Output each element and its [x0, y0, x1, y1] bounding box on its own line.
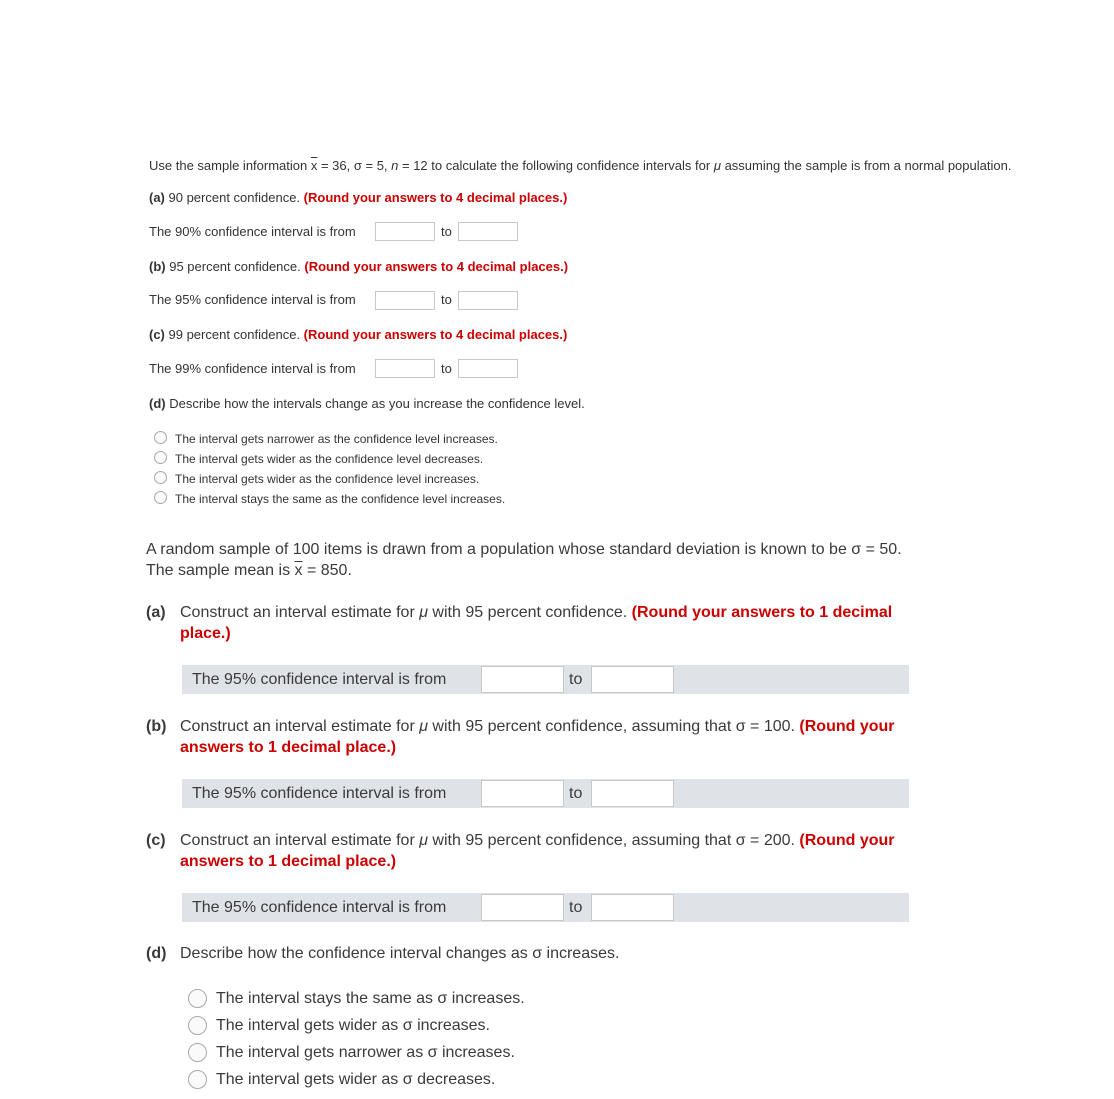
option-label: The interval gets wider as σ decreases.: [216, 1071, 496, 1088]
interval-from-input[interactable]: [375, 222, 435, 241]
n-symbol: n: [391, 158, 399, 173]
intro-text: assuming the sample is from a normal population.: [720, 158, 1012, 173]
radio-option-2[interactable]: [154, 451, 167, 464]
part-d-heading: [149, 396, 585, 412]
to-label: to: [569, 671, 583, 688]
rounding-note: (Round your: [799, 832, 895, 849]
part-text: 90 percent confidence.: [164, 190, 304, 205]
radio-option-3[interactable]: [154, 471, 167, 484]
part-label: (b): [149, 259, 166, 274]
interval-from-input[interactable]: [375, 291, 435, 310]
option-label: The interval gets narrower as σ increases.: [216, 1044, 515, 1061]
option-label: The interval gets wider as the confidence level decreases.: [175, 452, 484, 466]
interval-to-input[interactable]: [458, 222, 518, 241]
option-label: The interval stays the same as σ increases.: [216, 990, 525, 1007]
intro-text: = 850.: [302, 562, 352, 579]
problem-2-intro-mean: [146, 561, 352, 581]
to-label: to: [441, 361, 452, 376]
part-a-question: [180, 603, 892, 623]
rounding-note: place.): [180, 625, 231, 642]
intro-text: = 12 to calculate the following confidence intervals for: [398, 158, 714, 173]
part-b-question: [180, 717, 895, 737]
rounding-note: answers to 1 decimal place.): [180, 739, 397, 756]
interval-to-input[interactable]: [458, 359, 518, 378]
mu-symbol: μ: [419, 604, 428, 621]
rounding-note: (Round your answers to 4 decimal places.): [303, 327, 568, 342]
rounding-note: answers to 1 decimal place.): [180, 853, 397, 870]
part-text: Construct an interval estimate for: [180, 832, 420, 849]
part-text: with 95 percent confidence.: [427, 604, 632, 621]
part-label: (c): [146, 832, 166, 849]
part-a-heading: [149, 190, 567, 206]
to-label: to: [569, 785, 583, 802]
part-text: with 95 percent confidence, assuming that σ = 200.: [427, 832, 800, 849]
xbar-symbol: $\overline{x}$: [310, 158, 318, 173]
part-text: 99 percent confidence.: [164, 327, 304, 342]
mu-symbol: μ: [419, 832, 428, 849]
part-label: (a): [149, 190, 165, 205]
interval-from-input[interactable]: [481, 780, 564, 807]
part-text: Construct an interval estimate for: [180, 604, 420, 621]
part-label: (d): [146, 945, 167, 962]
option-label: The interval gets wider as the confidence level increases.: [175, 472, 480, 486]
radio-option-2[interactable]: [188, 1016, 207, 1035]
option-label: The interval stays the same as the confidence level increases.: [175, 492, 506, 506]
part-text: Describe how the confidence interval changes as σ increases.: [180, 945, 620, 962]
intro-text: The sample mean is: [146, 562, 295, 579]
radio-option-1[interactable]: [154, 431, 167, 444]
problem-2-intro: A random sample of 100 items is drawn from a population whose standard deviation is known to be σ = 50.: [146, 541, 902, 558]
interval-to-input[interactable]: [591, 666, 674, 693]
interval-row-label: The 95% confidence interval is from: [192, 785, 447, 802]
interval-to-input[interactable]: [591, 894, 674, 921]
part-text: Construct an interval estimate for: [180, 718, 420, 735]
mu-symbol: μ: [713, 158, 721, 173]
option-label: The interval gets wider as σ increases.: [216, 1017, 490, 1034]
problem-1-intro: [149, 158, 1011, 174]
part-label: (b): [146, 718, 167, 735]
interval-from-input[interactable]: [481, 894, 564, 921]
interval-row-label: The 95% confidence interval is from: [192, 671, 447, 688]
radio-option-3[interactable]: [188, 1043, 207, 1062]
mu-symbol: μ: [419, 718, 428, 735]
part-label: (a): [146, 604, 166, 621]
intro-text: = 36, σ = 5,: [317, 158, 392, 173]
xbar-symbol: $\overline{x}$: [294, 562, 303, 579]
interval-row-label: The 95% confidence interval is from: [192, 899, 447, 916]
rounding-note: (Round your answers to 4 decimal places.): [303, 190, 568, 205]
part-text: Describe how the intervals change as you increase the confidence level.: [165, 396, 585, 411]
to-label: to: [441, 292, 452, 307]
interval-to-input[interactable]: [591, 780, 674, 807]
part-label: (c): [149, 327, 165, 342]
interval-from-input[interactable]: [481, 666, 564, 693]
part-c-question: [180, 831, 895, 851]
part-c-heading: [149, 327, 567, 343]
rounding-note: (Round your answers to 1 decimal: [631, 604, 893, 621]
to-label: to: [569, 899, 583, 916]
interval-from-input[interactable]: [375, 359, 435, 378]
part-label: (d): [149, 396, 166, 411]
rounding-note: (Round your answers to 4 decimal places.): [304, 259, 569, 274]
intro-text: Use the sample information: [149, 158, 311, 173]
to-label: to: [441, 224, 452, 239]
part-text: with 95 percent confidence, assuming that σ = 100.: [427, 718, 800, 735]
radio-option-1[interactable]: [188, 989, 207, 1008]
interval-to-input[interactable]: [458, 291, 518, 310]
interval-row-label: The 90% confidence interval is from: [149, 224, 356, 239]
interval-row-label: The 95% confidence interval is from: [149, 292, 356, 307]
radio-option-4[interactable]: [188, 1070, 207, 1089]
part-b-heading: [149, 259, 568, 275]
part-text: 95 percent confidence.: [165, 259, 305, 274]
interval-row-label: The 99% confidence interval is from: [149, 361, 356, 376]
radio-option-4[interactable]: [154, 491, 167, 504]
rounding-note: (Round your: [799, 718, 895, 735]
option-label: The interval gets narrower as the confidence level increases.: [175, 432, 498, 446]
